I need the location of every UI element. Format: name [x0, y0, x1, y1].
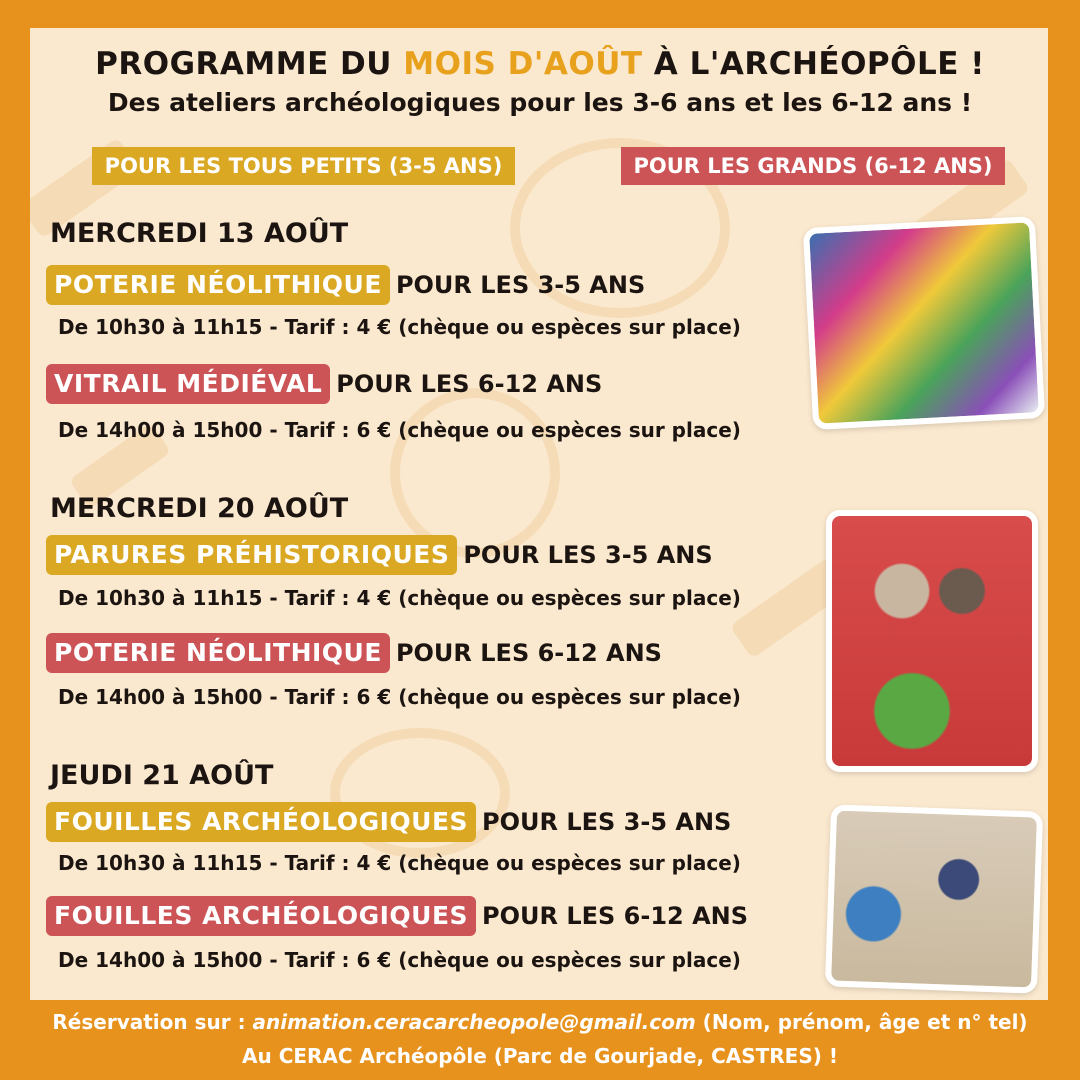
excavation-photo	[825, 804, 1043, 993]
stained-glass-photo	[803, 216, 1045, 430]
workshop-audience: POUR LES 3-5 ANS	[482, 808, 732, 836]
workshop-detail: De 10h30 à 11h15 - Tarif : 4 € (chèque ou espèces sur place)	[58, 851, 741, 875]
workshop-detail: De 14h00 à 15h00 - Tarif : 6 € (chèque ou espèces sur place)	[58, 948, 741, 972]
children-workshop-photo	[826, 510, 1038, 772]
workshop-detail: De 14h00 à 15h00 - Tarif : 6 € (chèque ou espèces sur place)	[58, 418, 741, 442]
reservation-email[interactable]: animation.ceracarcheopole@gmail.com	[252, 1010, 696, 1034]
page-subtitle: Des ateliers archéologiques pour les 3-6 ans et les 6-12 ans !	[107, 88, 973, 117]
title-suffix: À L'ARCHÉOPÔLE !	[642, 46, 985, 82]
workshop-audience: POUR LES 6-12 ANS	[395, 639, 662, 667]
workshop-row	[46, 802, 731, 842]
reservation-prefix: Réservation sur :	[52, 1010, 253, 1034]
workshop-name: PARURES PRÉHISTORIQUES	[46, 535, 457, 575]
workshop-audience: POUR LES 3-5 ANS	[395, 271, 646, 299]
day-title: MERCREDI 20 AOÛT	[50, 493, 349, 524]
title-accent: MOIS D'AOÛT	[403, 46, 643, 82]
workshop-audience: POUR LES 3-5 ANS	[463, 541, 713, 569]
workshop-detail: De 10h30 à 11h15 - Tarif : 4 € (chèque ou espèces sur place)	[58, 586, 741, 610]
reservation-line	[0, 1010, 1080, 1034]
workshop-row	[46, 535, 713, 575]
day-title: JEUDI 21 AOÛT	[50, 760, 274, 791]
workshop-audience: POUR LES 6-12 ANS	[482, 902, 749, 930]
workshop-name: FOUILLES ARCHÉOLOGIQUES	[46, 802, 476, 842]
reservation-suffix: (Nom, prénom, âge et n° tel)	[695, 1010, 1028, 1034]
background-doodle	[390, 388, 560, 558]
workshop-audience: POUR LES 6-12 ANS	[336, 370, 603, 398]
workshop-detail: De 10h30 à 11h15 - Tarif : 4 € (chèque ou espèces sur place)	[58, 315, 741, 339]
location-line: Au CERAC Archéopôle (Parc de Gourjade, CASTRES) !	[242, 1044, 838, 1068]
workshop-row	[46, 364, 602, 404]
day-title: MERCREDI 13 AOÛT	[50, 218, 349, 249]
workshop-name: POTERIE NÉOLITHIQUE	[46, 633, 390, 673]
title-prefix: PROGRAMME DU	[95, 46, 404, 82]
workshop-row	[46, 633, 662, 673]
category-big-kids: POUR LES GRANDS (6-12 ANS)	[621, 147, 1005, 185]
category-small-kids: POUR LES TOUS PETITS (3-5 ANS)	[92, 147, 515, 185]
workshop-name: VITRAIL MÉDIÉVAL	[46, 364, 330, 404]
workshop-name: FOUILLES ARCHÉOLOGIQUES	[46, 896, 476, 936]
page-title	[0, 46, 1080, 82]
workshop-row	[46, 896, 748, 936]
workshop-row	[46, 265, 645, 305]
workshop-detail: De 14h00 à 15h00 - Tarif : 6 € (chèque ou espèces sur place)	[58, 685, 741, 709]
workshop-name: POTERIE NÉOLITHIQUE	[46, 265, 390, 305]
